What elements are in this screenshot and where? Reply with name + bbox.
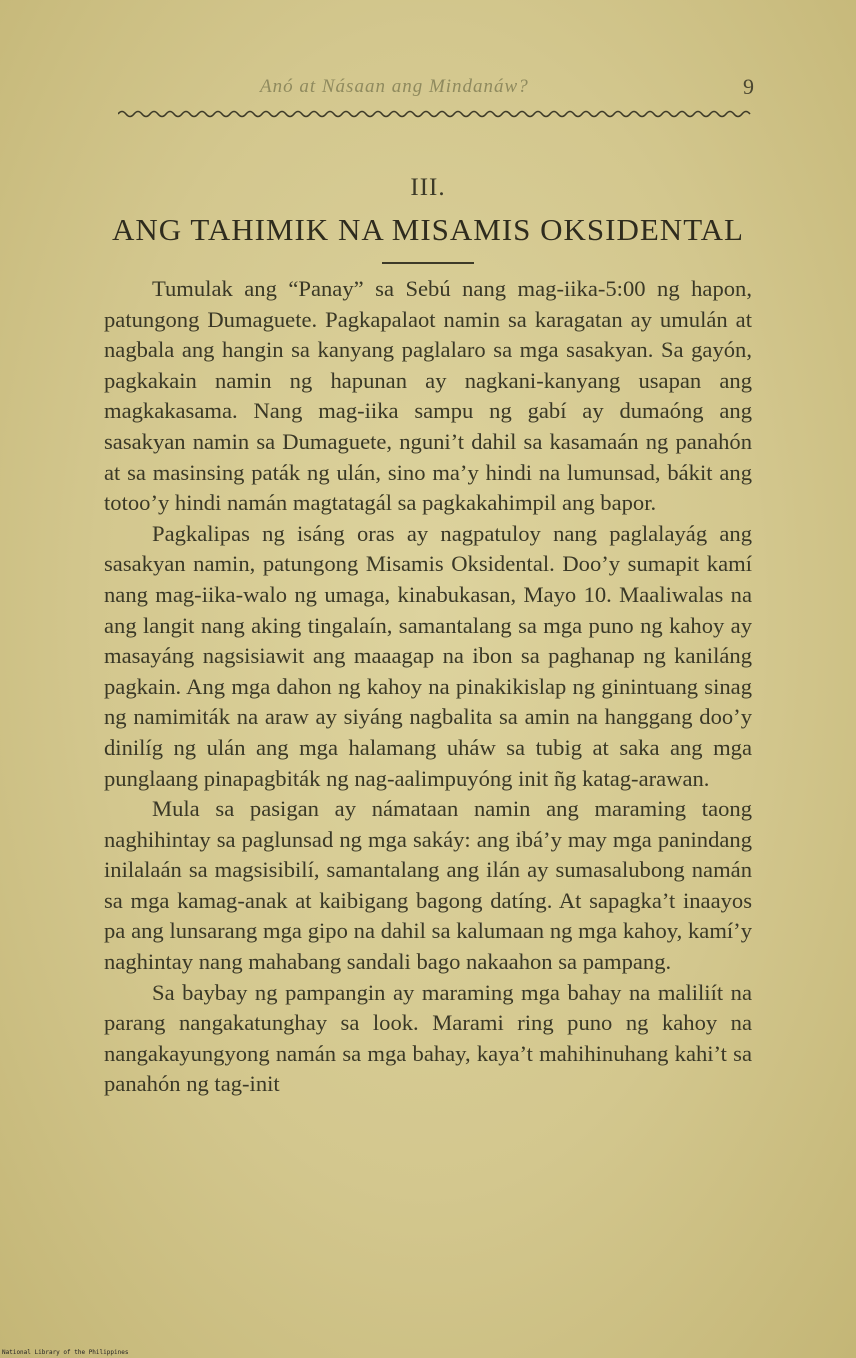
running-title: Anó at Násaan ang Mindanáw? (260, 76, 529, 97)
paragraph-4: Sa baybay ng pampangin ay maraming mga bahay na maliliít na parang nangakatunghay sa look. Marami ring puno ng kahoy na nangakayungyong namán sa mga bahay, kaya’t mahihinuhang kahi’t sa panahón ng tag-init (104, 979, 752, 1097)
title-underline-rule (382, 262, 474, 264)
paragraph-3: Mula sa pasigan ay námataan namin ang maraming taong naghihintay sa paglunsad ng mga sakáy: ang ibá’y may mga panindang inilalaán sa magsisibilí, samantalang ang ilán ay sumasalubong namán sa mga kamag-anak at kaibigang bagong datíng. At sapagka’t inaayos pa ang lunsarang mga gipo na dahil sa kalumaan ng mga kahoy, kamí’y naghintay nang mahabang sandali bago nakaahon sa pampang. (104, 796, 752, 975)
library-credit: National Library of the Philippines (2, 1349, 129, 1356)
page-header (100, 72, 756, 108)
paragraph-1: Tumulak ang “Panay” sa Sebú nang mag-iika-5:00 ng hapon, patungong Dumaguete. Pagkapalaot namin sa karagatan ay umulán at nagbala ang hangin sa kanyang paglalaro sa mga sasakyan. Sa gayón, pagkakain namin ng hapunan ay nagkani-kanyang usapan ang magkakasama. Nang mag-iika sampu ng gabí ay dumaóng ang sasakyan namin sa Dumaguete, nguni’t dahil sa kasamaán ng panahón at sa masinsing paták ng ulán, sino ma’y hindi na lumunsad, bákit ang totoo’y hindi namán magtatagál sa pagkakahimpil ang bapor. (104, 276, 752, 516)
body-text (104, 274, 752, 1100)
ornamental-wavy-rule (118, 108, 754, 120)
chapter-title: ANG TAHIMIK NA MISAMIS OKSIDENTAL (112, 212, 744, 247)
paragraph-2: Pagkalipas ng isáng oras ay nagpatuloy nang paglalayág ang sasakyan namin, patungong Misamis Oksidental. Doo’y sumapit kamí nang mag-iika-walo ng umaga, kinabukasan, Mayo 10. Maaliwalas na ang langit nang aking tingalaín, samantalang sa mga puno ng kahoy ay masayáng nagsisiawit ang maaagap na ibon sa paghanap ng kaniláng pagkain. Ang mga dahon ng kahoy na pinakikislap ng ginintuang sinag ng namimiták na araw ay siyáng nagbalita sa amin na hanggang doo’y dinilíg ng ulán ang mga halamang uháw sa tubig at saka ang mga punglaang pinapagbiták ng nag-aalimpuyóng init ñg katag-arawan. (104, 520, 752, 791)
page-number: 9 (743, 74, 754, 99)
chapter-number: III. (410, 174, 446, 201)
